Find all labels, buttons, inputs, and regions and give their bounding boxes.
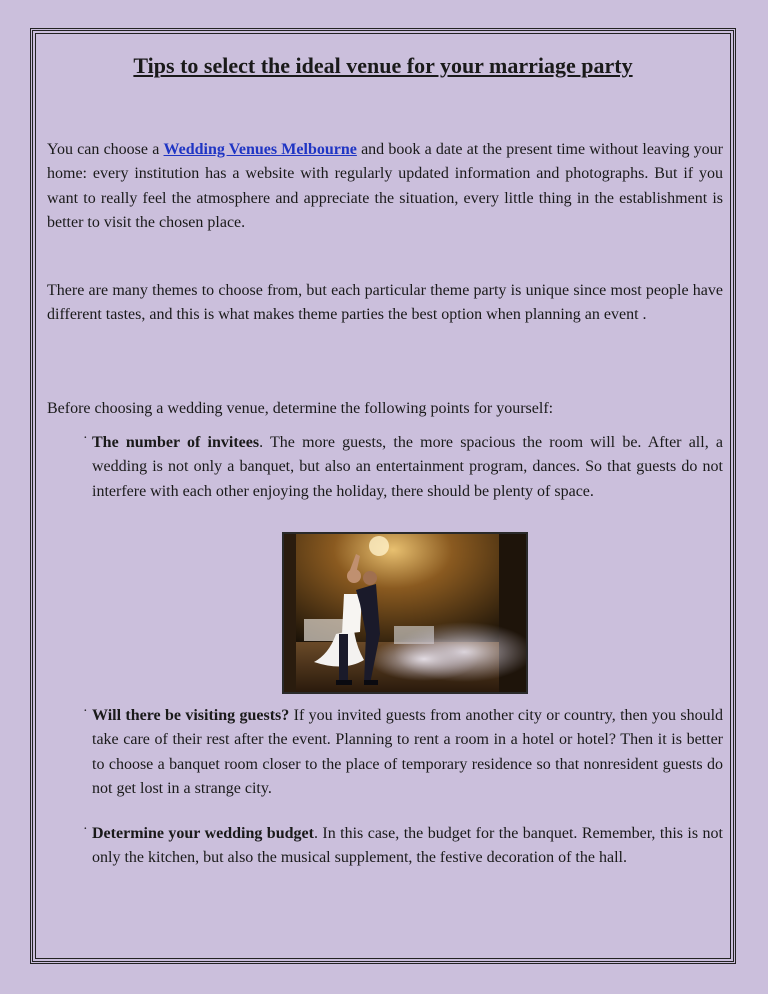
list-item-body: If you invited guests from another city or country, then you should take care of their rest after the event. Planning to rent a room in a hotel or hotel? Then it is better to choose a banquet room closer to the place of temporary residence so that nonresident guests do not get lost in a strange city.	[92, 707, 724, 797]
wedding-venues-link[interactable]: Wedding Venues Melbourne	[163, 141, 357, 158]
points-intro: Before choosing a wedding venue, determine the following points for yourself:	[47, 400, 554, 417]
list-item	[47, 822, 723, 871]
bullet-icon: ·	[83, 822, 88, 837]
intro-text-before: You can choose a	[47, 141, 164, 158]
list-item-heading: The number of invitees	[92, 434, 260, 451]
bullet-icon: ·	[83, 704, 88, 719]
document-title: Tips to select the ideal venue for your marriage party	[133, 53, 633, 78]
list-item-heading: Will there be visiting guests?	[92, 707, 290, 724]
list-item	[47, 431, 723, 504]
themes-paragraph: There are many themes to choose from, but each particular theme party is unique since most people have different tastes, and this is what makes theme parties the best option when planning an event .	[47, 282, 723, 324]
intro-paragraph	[47, 138, 723, 235]
list-item-body: . In this case, the budget for the banquet. Remember, this is not only the kitchen, but also the musical supplement, the festive decoration of the hall.	[92, 825, 723, 867]
list-item	[47, 704, 723, 801]
list-item-heading: Determine your wedding budget	[92, 825, 314, 842]
list-item-text	[92, 704, 723, 801]
list-item-text	[92, 822, 723, 871]
list-item-body: . The more guests, the more spacious the room will be. After all, a wedding is not only a banquet, but also an entertainment program, dances. So that guests do not interfere with each other enjoying the holiday, there should be plenty of space.	[92, 434, 723, 500]
bullet-icon: ·	[83, 431, 88, 446]
intro-text-after: and book a date at the present time without leaving your home: every institution has a website with regularly updated information and photographs. But if you want to really feel the atmosphere and appreciate the situation, every little thing in the establishment is better to visit the chosen place.	[47, 141, 724, 231]
photo-illustration	[284, 534, 526, 692]
document-page	[30, 28, 736, 964]
wedding-dance-photo	[282, 532, 528, 694]
list-item-text	[92, 431, 723, 504]
